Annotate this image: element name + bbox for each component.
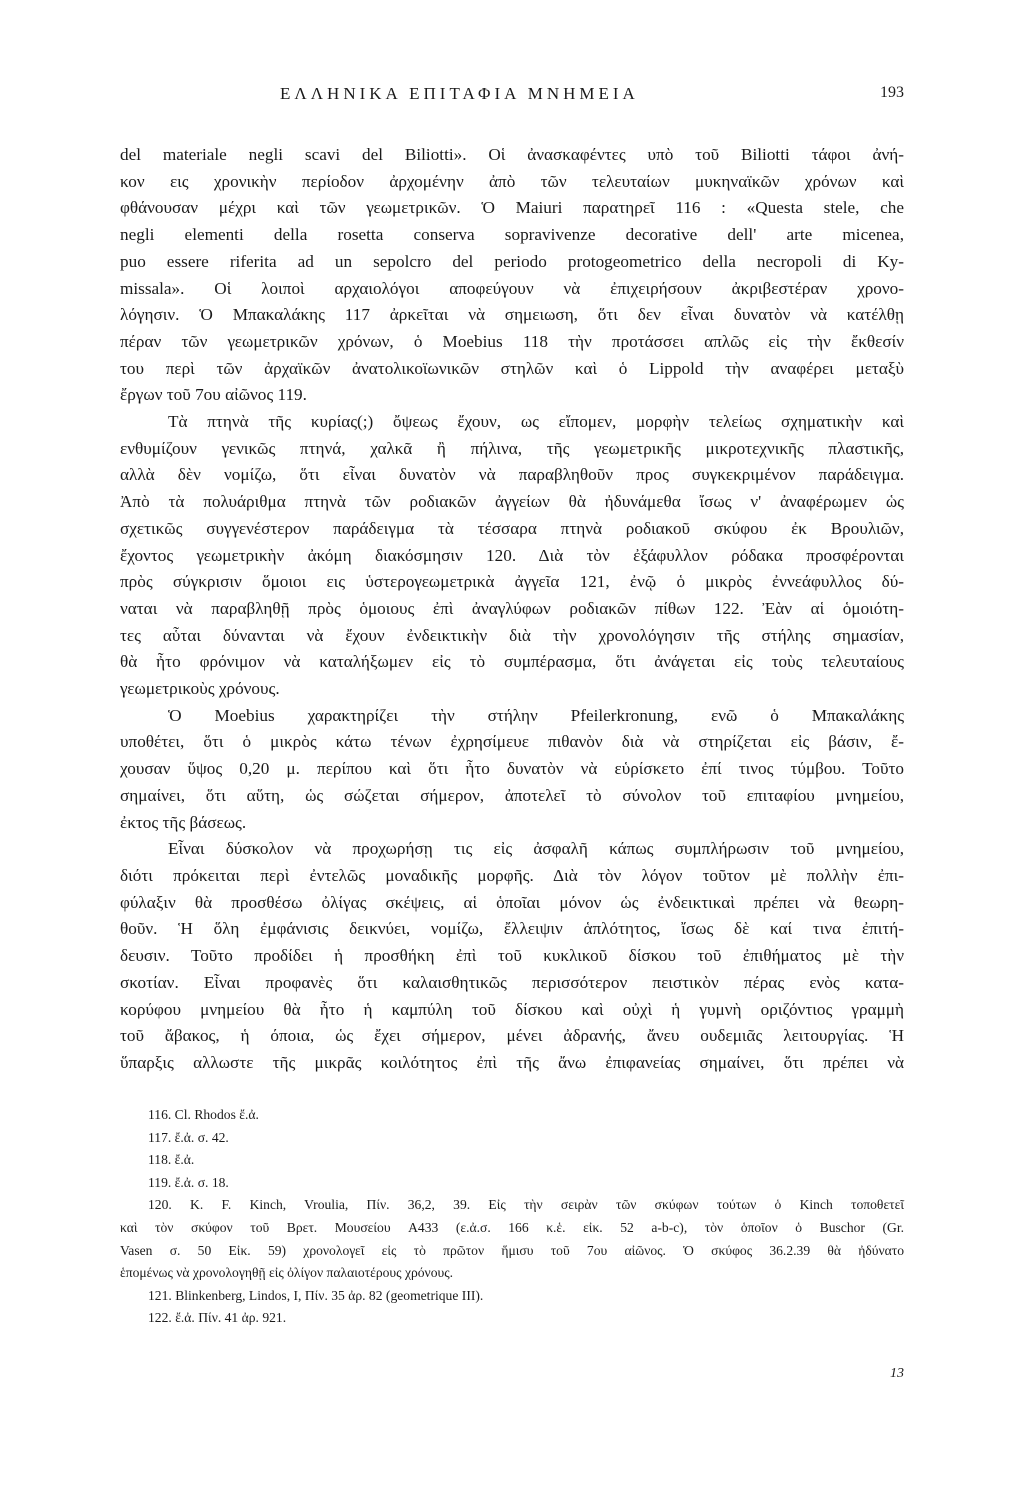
body-line: ἔργων τοῦ 7ου αἰῶνος 119. <box>120 385 307 405</box>
body-line: θὰ ἦτο φρόνιμον νὰ καταλήξωμεν εἰς τὸ συμπέρασμα, ὅτι ἀνάγεται εἰς τοὺς τελευταίους <box>120 652 904 672</box>
body-line: θοῦν. Ἡ ὅλη ἐμφάνισις δεικνύει, νομίζω, ἔλλειψιν ἁπλότητος, ἴσως δὲ καί τινα ἐπιτή- <box>120 919 904 939</box>
body-line: τοῦ ἄβακος, ἡ όποια, ὡς ἔχει σήμερον, μένει ἀδρανής, ἄνευ ουδεμιᾶς λειτουργίας. Ἡ <box>120 1026 904 1046</box>
running-title: ΕΛΛΗΝΙΚΑ ΕΠΙΤΑΦΙΑ ΜΝΗΜΕΙΑ <box>280 84 639 103</box>
body-line: κορύφου μνημείου θὰ ἦτο ἡ καμπύλη τοῦ δίσκου καὶ οὐχὶ ἡ γυμνὴ οριζόντιος γραμμὴ <box>120 999 904 1019</box>
body-line: ναται νὰ παραβληθῇ πρὸς ὁμοιους ἐπὶ ἀναγλύφων ροδιακῶν πίθων 122. Ἐὰν αἱ ὁμοιότη- <box>120 598 904 618</box>
footnote-120: 120. K. F. Kinch, Vroulia, Πίν. 36,2, 39. Εἰς τὴν σειρὰν τῶν σκύφων τούτων ὁ Kinch τοποθετεῖ <box>148 1197 904 1213</box>
body-line: λόγησιν. Ὁ Μπακαλάκης 117 ἀρκεῖται νὰ σημειωση, ὅτι δεν εἶναι δυνατὸν νὰ κατέλθῃ <box>120 305 904 325</box>
body-line: διότι πρόκειται περὶ ἐντελῶς μοναδικῆς μορφῆς. Διὰ τὸν λόγον τοῦτον μὲ πολλὴν ἐπι- <box>120 865 904 885</box>
body-line: ὕπαρξις αλλωστε τῆς μικρᾶς κοιλότητος ἐπὶ τῆς ἄνω ἐπιφανείας σημαίνει, ὅτι πρέπει νὰ <box>120 1052 904 1072</box>
body-line: φθάνουσαν μέχρι καὶ τῶν γεωμετρικῶν. Ὁ Maiuri παρατηρεῖ 116 : «Questa stele, che <box>120 198 904 218</box>
footnote-122: 122. ἔ.ἀ. Πίν. 41 ἀρ. 921. <box>148 1310 287 1326</box>
body-line: ενθυμίζουν γενικῶς πτηνά, χαλκᾶ ἢ πήλινα, τῆς γεωμετρικῆς μικροτεχνικῆς πλαστικῆς, <box>120 438 904 458</box>
page-number: 193 <box>880 84 904 101</box>
footnote-116: 116. Cl. Rhodos ἔ.ἀ. <box>148 1107 259 1122</box>
body-line: φύλαξιν θὰ προσθέσω ὀλίγας σκέψεις, αἱ ὁποῖαι μόνον ὡς ἐνδεικτικαὶ πρέπει νὰ θεωρη- <box>120 892 904 912</box>
body-line: χουσαν ὕψος 0,20 μ. περίπου καὶ ὅτι ἦτο δυνατὸν νὰ εὑρίσκετο ἐπί τινος τύμβου. Τοῦτο <box>120 759 904 779</box>
body-line: γεωμετρικοὺς χρόνους. <box>120 679 280 699</box>
body-line: σκοτίαν. Εἶναι προφανὲς ὅτι καλαισθητικῶς περισσότερον πειστικὸν πέρας ενὸς κατα- <box>120 972 904 992</box>
document-page <box>120 84 904 1077</box>
footnote-121: 121. Blinkenberg, Lindos, I, Πίν. 35 ἀρ. 82 (geometrique III). <box>148 1287 484 1303</box>
body-line: κον εις χρονικὴν περίοδον ἀρχομένην ἀπὸ τῶν τελευταίων μυκηναϊκῶν χρόνων καὶ <box>120 171 904 191</box>
body-line: πέραν τῶν γεωμετρικῶν χρόνων, ὁ Moebius 118 τὴν προτάσσει απλῶς εἰς τὴν ἔκθεσίν <box>120 331 904 351</box>
body-line: πρὸς σύγκρισιν ὅμοιοι εις ὑστερογεωμετρικὰ ἀγγεῖα 121, ἐνῷ ὁ μικρὸς ἐννεάφυλλος δύ- <box>120 572 904 592</box>
body-line: του περὶ τῶν ἀρχαϊκῶν ἀνατολικοϊωνικῶν στηλῶν καὶ ὁ Lippold τὴν αναφέρει μεταξὺ <box>120 358 904 378</box>
body-line: Τὰ πτηνὰ τῆς κυρίας(;) ὄψεως ἔχουν, ως εἴπομεν, μορφὴν τελείως σχηματικὴν καὶ <box>168 412 904 432</box>
body-line: σημαίνει, ὅτι αὕτη, ὡς σώζεται σήμερον, ἀποτελεῖ τὸ σύνολον τοῦ επιταφίου μνημείου, <box>120 785 904 805</box>
footnote-118: 118. ἔ.ἀ. <box>148 1152 195 1168</box>
footnotes <box>120 1104 904 1330</box>
body-line: σχετικῶς συγγενέστερον παράδειγμα τὰ τέσσαρα πτηνὰ ροδιακοῦ σκύφου ἐκ Βρουλιῶν, <box>120 518 904 538</box>
body-line: ἐκτος τῆς βάσεως. <box>120 812 247 832</box>
body-line: Ὁ Moebius χαρακτηρίζει τὴν στήλην Pfeilerkronung, ενῶ ὁ Μπακαλάκης <box>168 705 904 725</box>
body-line: puo essere riferita ad un sepolcro del periodo protogeometrico della necropoli di Ky- <box>120 251 904 271</box>
body-line: δευσιν. Τοῦτο προδίδει ἡ προσθήκη ἐπὶ τοῦ κυκλικοῦ δίσκου τοῦ ἐπιθήματος μὲ τὴν <box>120 946 904 966</box>
body-line: υποθέτει, ὅτι ὁ μικρὸς κάτω τένων ἐχρησίμευε πιθανὸν διὰ νὰ στηρίζεται εἰς βάσιν, ἔ- <box>120 732 904 752</box>
body-line: del materiale negli scavi del Biliotti». Οἱ ἀνασκαφέντες υπὸ τοῦ Biliotti τάφοι ἀνή- <box>120 145 904 164</box>
running-header <box>120 84 904 114</box>
footnote-117: 117. ἔ.ἀ. σ. 42. <box>148 1129 229 1145</box>
body-line: Εἶναι δύσκολον νὰ προχωρήσῃ τις εἰς ἀσφαλῆ κάπως συμπλήρωσιν τοῦ μνημείου, <box>168 839 904 859</box>
body-line: ἔχοντος γεωμετρικὴν ἀκόμη διακόσμησιν 120. Διὰ τὸν ἐξάφυλλον ρόδακα προσφέρονται <box>120 545 904 565</box>
printer-signature-mark: 13 <box>890 1366 904 1381</box>
footnote-120-continued: Vasen σ. 50 Εἰκ. 59) χρονολογεῖ εἰς τὸ πρῶτον ἥμισυ τοῦ 7ου αἰῶνος. Ὁ σκύφος 36.2.39 θὰ ἠδύνατο <box>120 1242 904 1258</box>
footnote-120-continued: ἑπομένως νὰ χρονολογηθῇ εἰς ὀλίγον παλαιοτέρους χρόνους. <box>120 1265 454 1281</box>
body-line: Ἀπὸ τὰ πολυάριθμα πτηνὰ τῶν ροδιακῶν ἀγγείων θὰ ἠδυνάμεθα ἴσως ν' ἀναφέρωμεν ὡς <box>120 492 904 512</box>
body-line: αλλὰ δὲν νομίζω, ὅτι εἶναι δυνατὸν νὰ παραβληθοῦν προς συγκεκριμένον παράδειγμα. <box>120 465 904 485</box>
footnote-119: 119. ἔ.ἀ. σ. 18. <box>148 1174 229 1190</box>
body-line: missala». Οἱ λοιποὶ αρχαιολόγοι αποφεύγουν νὰ ἐπιχειρήσουν ἀκριβεστέραν χρονο- <box>120 278 904 298</box>
body-line: τες αὗται δύνανται νὰ ἔχουν ἐνδεικτικὴν διὰ τὴν χρονολόγησιν τῆς στήλης σημασίαν, <box>120 625 904 645</box>
footnote-120-continued: καὶ τὸν σκύφον τοῦ Βρετ. Μουσείου A433 (ε.ἀ.σ. 166 κ.ἑ. εἰκ. 52 a-b-c), τὸν ὁποῖον ὁ Buschor (Gr. <box>120 1219 904 1235</box>
body-line: negli elementi della rosetta conserva sopravivenze decorative dell' arte micenea, <box>120 225 904 245</box>
body-text <box>120 142 904 1077</box>
